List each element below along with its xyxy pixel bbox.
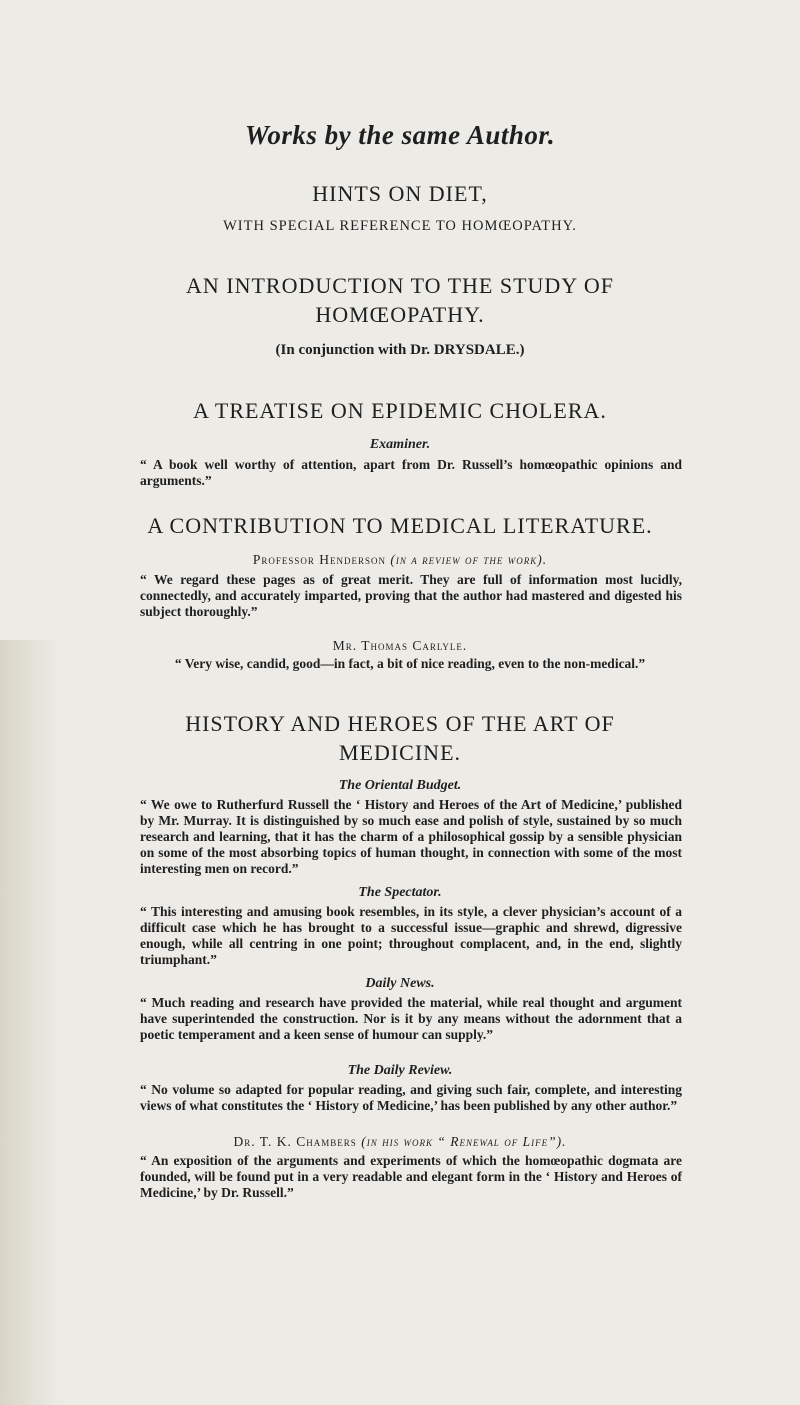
review-quote: “ Very wise, candid, good—in fact, a bit of nice reading, even to the non-medical.” bbox=[174, 656, 646, 671]
review-quote: “ An exposition of the arguments and experiments of which the homœopathic dogmata are founded, will be found put in a very readable and elegant form in the ‘ History and Heroes of Medicine,’ by Dr. Russell.” bbox=[140, 1153, 682, 1200]
page-heading: Works by the same Author. bbox=[244, 120, 556, 150]
review-source: The Oriental Budget. bbox=[338, 778, 462, 793]
review-source: Daily News. bbox=[365, 976, 435, 991]
review-source-note: (in a review of the work). bbox=[390, 552, 548, 567]
review-quote: “ We regard these pages as of great merit. They are full of information most lucidly, connectedly, and accurately imparted, proving that the author had mastered and digested his subject thoroughly.” bbox=[140, 572, 682, 619]
review-quote: “ This interesting and amusing book resembles, in its style, a clever physician’s account of a difficult case which he has brought to a successful issue—graphic and shrewd, digressive enough, while all centring in one point; throughout complacent, and, in the end, slightly triumphant.” bbox=[140, 904, 682, 967]
review-quote: “ No volume so adapted for popular reading, and giving such fair, complete, and interesting views of what constitutes the ‘ History of Medicine,’ has been published by any other author.” bbox=[140, 1082, 682, 1113]
work-title-introduction: AN INTRODUCTION TO THE STUDY OF bbox=[185, 273, 615, 298]
review-quote: “ Much reading and research have provided the material, while real thought and argument have superintended the construction. Nor is it by any means without the adornment that a poetic temperament and a keen sense of humour can supply.” bbox=[140, 995, 682, 1042]
work-coauthor-note: (In conjunction with Dr. DRYSDALE.) bbox=[275, 342, 525, 358]
work-title-cholera: A TREATISE ON EPIDEMIC CHOLERA. bbox=[193, 398, 607, 423]
review-source: The Daily Review. bbox=[347, 1063, 453, 1078]
review-source: Examiner. bbox=[369, 437, 431, 452]
review-source-name: Dr. T. K. Chambers bbox=[233, 1134, 357, 1149]
review-source bbox=[0, 1134, 800, 1150]
review-source-note: (in his work “ Renewal of Life”). bbox=[361, 1134, 567, 1149]
review-quote: “ We owe to Rutherfurd Russell the ‘ History and Heroes of the Art of Medicine,’ published by Mr. Murray. It is distinguished by so much ease and polish of style, sustained by so much research and learning, that it has the charm of a philosophical gossip by a sensible physician on some of the most absorbing topics of human thought, in connection with some of the most interesting men on record.” bbox=[140, 797, 682, 876]
review-source bbox=[0, 552, 800, 568]
work-title-hints-on-diet: HINTS ON DIET, bbox=[312, 181, 488, 206]
work-title-history-heroes-line2: MEDICINE. bbox=[338, 740, 462, 765]
work-subtitle: WITH SPECIAL REFERENCE TO HOMŒOPATHY. bbox=[223, 218, 577, 234]
work-title-introduction-line2: HOMŒOPATHY. bbox=[315, 302, 485, 327]
review-source: Mr. Thomas Carlyle. bbox=[332, 638, 468, 653]
work-title-history-heroes: HISTORY AND HEROES OF THE ART OF bbox=[185, 711, 615, 736]
review-source: The Spectator. bbox=[358, 885, 442, 900]
work-title-contribution: A CONTRIBUTION TO MEDICAL LITERATURE. bbox=[147, 513, 653, 538]
review-quote: “ A book well worthy of attention, apart from Dr. Russell’s homœopathic opinions and arguments.” bbox=[140, 457, 682, 488]
review-source-name: Professor Henderson bbox=[252, 552, 387, 567]
